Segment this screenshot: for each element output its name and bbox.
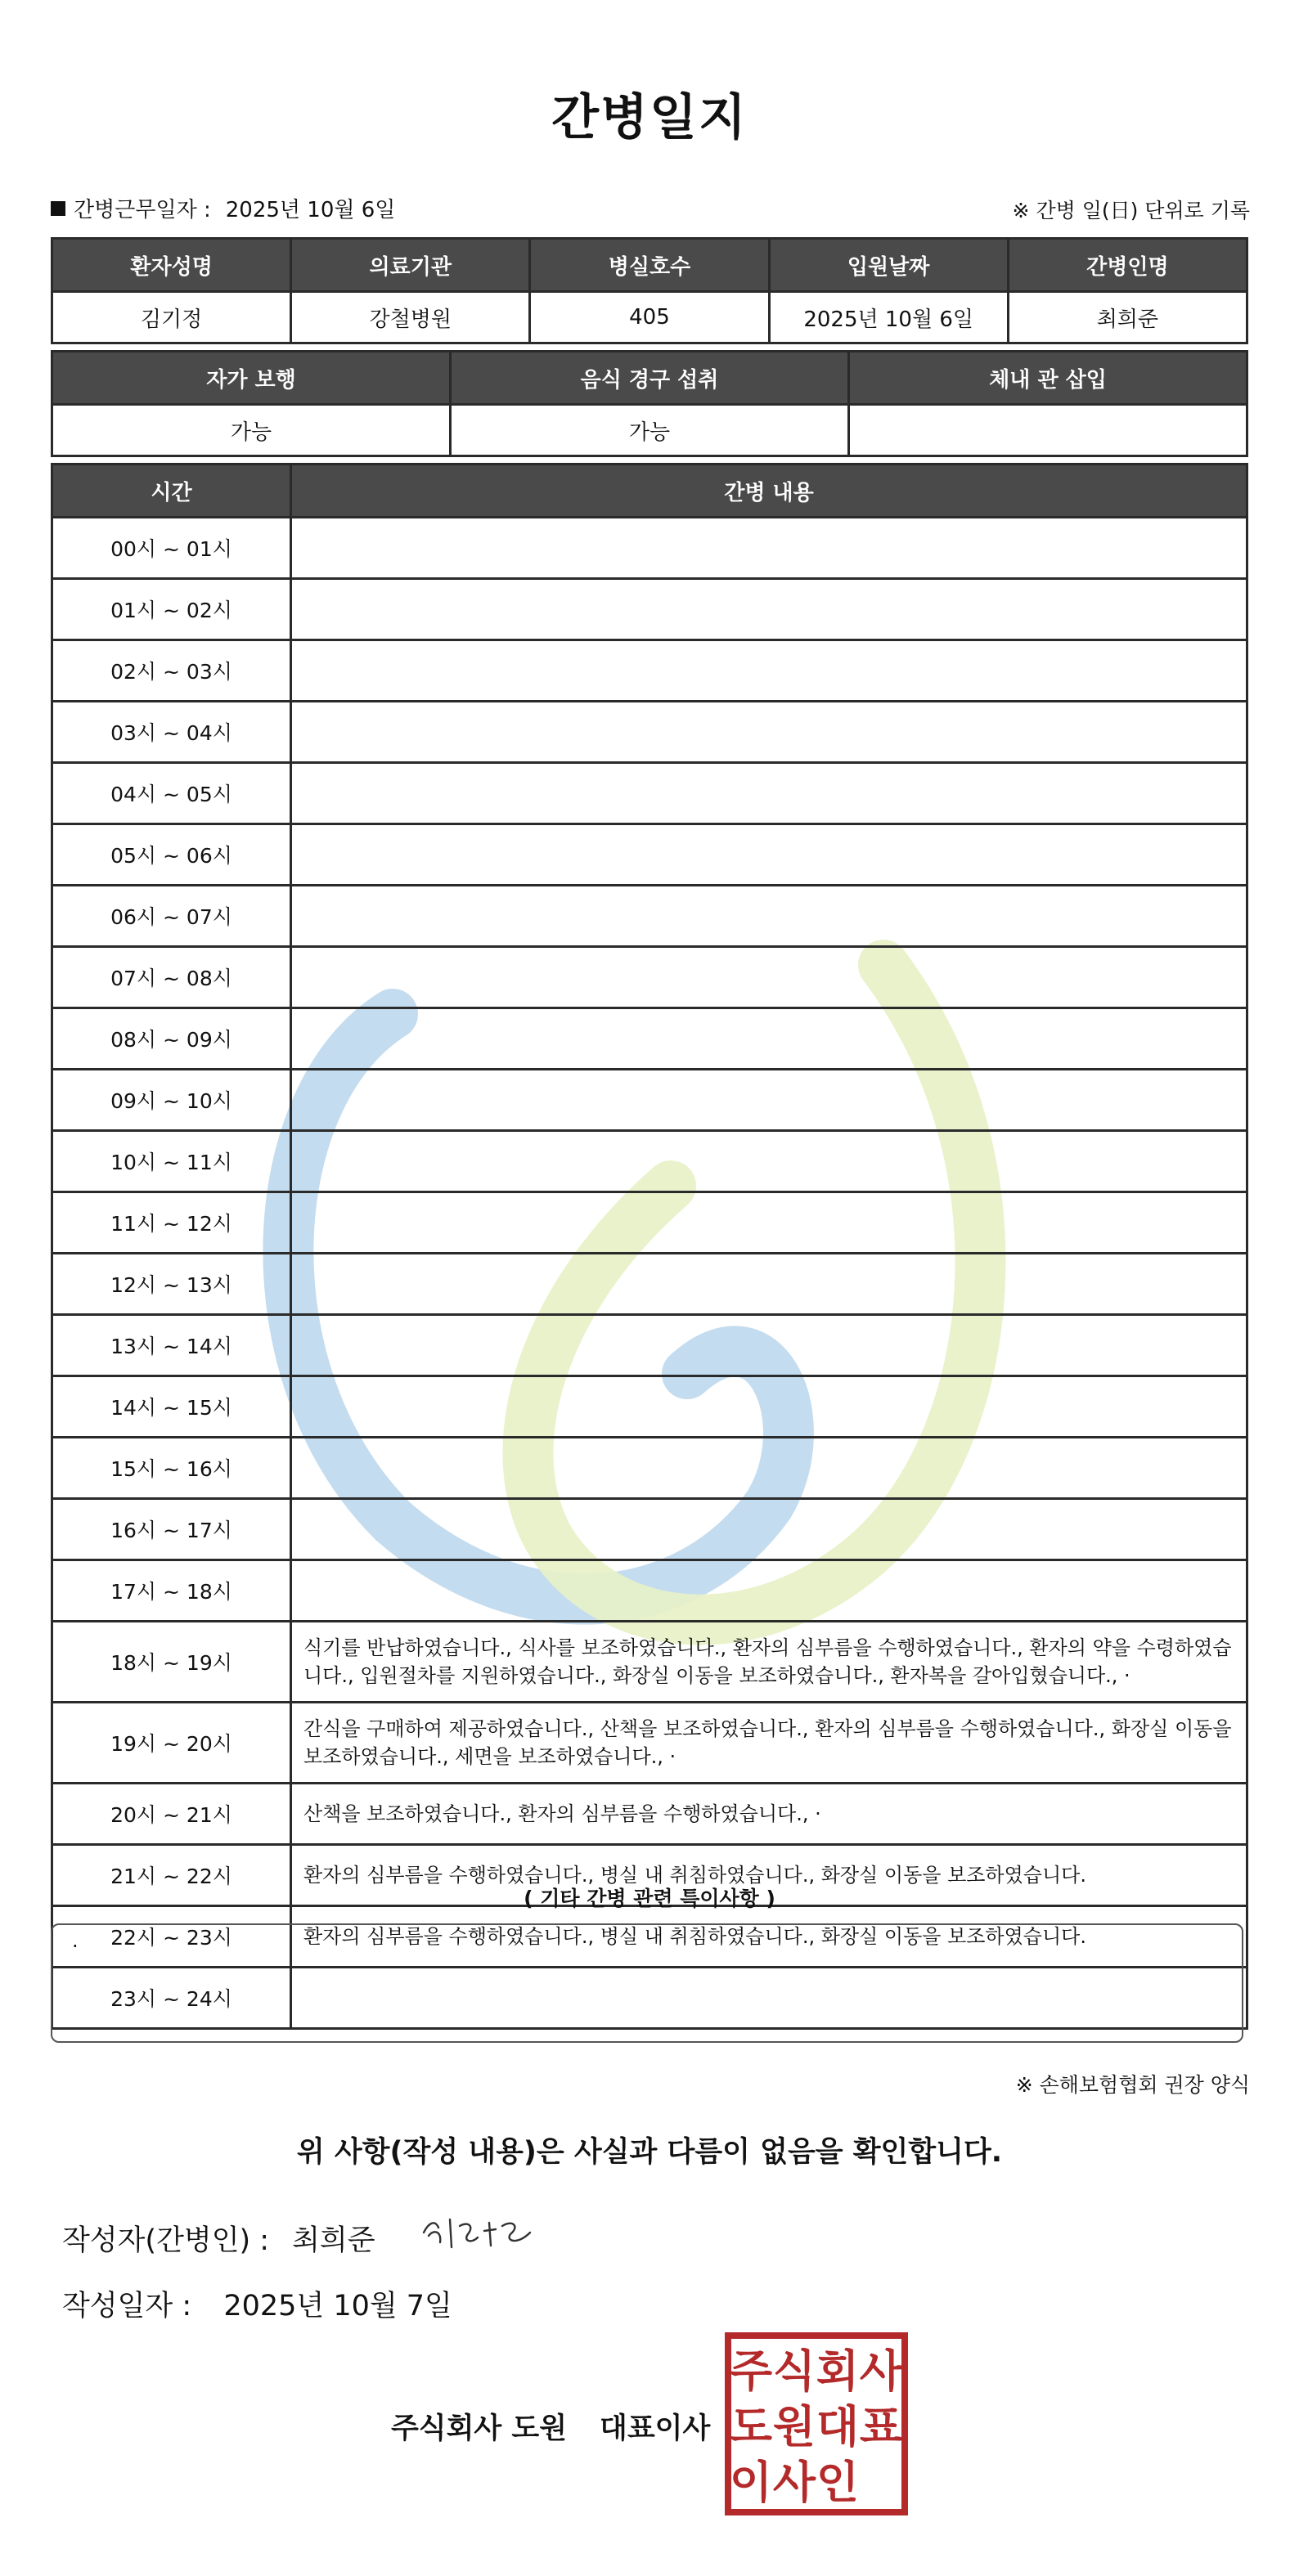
time-slot-cell: 16시 ~ 17시 bbox=[52, 1499, 291, 1560]
care-content-cell bbox=[291, 1499, 1247, 1560]
care-log-row bbox=[52, 1560, 1247, 1622]
time-slot-cell: 00시 ~ 01시 bbox=[52, 518, 291, 579]
work-date-value: 2025년 10월 6일 bbox=[225, 198, 396, 222]
care-log-row bbox=[52, 947, 1247, 1008]
time-slot-cell: 04시 ~ 05시 bbox=[52, 763, 291, 824]
header-self-walking: 자가 보행 bbox=[52, 352, 451, 405]
care-content-cell bbox=[291, 1315, 1247, 1376]
care-content-cell bbox=[291, 763, 1247, 824]
header-time: 시간 bbox=[52, 464, 291, 518]
seal-character: 식 bbox=[772, 2345, 816, 2397]
patient-name-value: 김기정 bbox=[52, 292, 291, 343]
patient-status-table bbox=[51, 350, 1248, 457]
care-log-row bbox=[52, 1131, 1247, 1192]
patient-status-header-row bbox=[52, 352, 1247, 405]
seal-character: 인 bbox=[816, 2457, 860, 2508]
company-line bbox=[391, 2406, 710, 2447]
care-log-row bbox=[52, 1784, 1247, 1845]
room-value: 405 bbox=[530, 292, 769, 343]
time-slot-cell: 19시 ~ 20시 bbox=[52, 1703, 291, 1784]
admission-date-value: 2025년 10월 6일 bbox=[769, 292, 1008, 343]
time-slot-cell: 21시 ~ 22시 bbox=[52, 1845, 291, 1906]
seal-character: 이 bbox=[729, 2457, 773, 2508]
time-slot-cell: 07시 ~ 08시 bbox=[52, 947, 291, 1008]
company-rep-title: 대표이사 bbox=[600, 2412, 711, 2445]
page-title: 간병일지 bbox=[551, 89, 748, 146]
care-content-cell bbox=[291, 640, 1247, 702]
care-log-body bbox=[52, 518, 1247, 2029]
special-notes-box: · bbox=[51, 1923, 1243, 2043]
writer-name: 최희준 bbox=[292, 2224, 375, 2257]
care-content-cell bbox=[291, 1254, 1247, 1315]
care-content-cell: 환자의 심부름을 수행하였습니다., 병실 내 취침하였습니다., 화장실 이동을 보조하였습니다. bbox=[291, 1906, 1247, 1968]
header-room: 병실호수 bbox=[530, 239, 769, 292]
care-content-cell bbox=[291, 1008, 1247, 1070]
care-content-cell bbox=[291, 579, 1247, 640]
time-slot-cell: 20시 ~ 21시 bbox=[52, 1784, 291, 1845]
care-content-cell bbox=[291, 824, 1247, 886]
care-content-cell bbox=[291, 947, 1247, 1008]
write-date-line bbox=[62, 2283, 452, 2324]
seal-character: 대 bbox=[816, 2401, 860, 2453]
time-slot-cell: 10시 ~ 11시 bbox=[52, 1131, 291, 1192]
care-content-cell bbox=[291, 1560, 1247, 1622]
care-log-row bbox=[52, 640, 1247, 702]
caregiver-name-value: 최희준 bbox=[1008, 292, 1247, 343]
care-content-cell bbox=[291, 518, 1247, 579]
seal-character: 사 bbox=[859, 2345, 903, 2397]
care-log-row bbox=[52, 1008, 1247, 1070]
care-log-row bbox=[52, 1376, 1247, 1438]
time-slot-cell: 13시 ~ 14시 bbox=[52, 1315, 291, 1376]
time-slot-cell: 23시 ~ 24시 bbox=[52, 1968, 291, 2029]
care-log-header-row bbox=[52, 464, 1247, 518]
patient-info-value-row bbox=[52, 292, 1247, 343]
work-date-line bbox=[51, 193, 395, 223]
care-log-row bbox=[52, 518, 1247, 579]
care-content-cell bbox=[291, 1131, 1247, 1192]
time-slot-cell: 12시 ~ 13시 bbox=[52, 1254, 291, 1315]
seal-character: 주 bbox=[729, 2345, 773, 2397]
care-content-cell: 산책을 보조하였습니다., 환자의 심부름을 수행하였습니다., · bbox=[291, 1784, 1247, 1845]
patient-info-table bbox=[51, 237, 1248, 344]
patient-status-value-row bbox=[52, 405, 1247, 456]
care-content-cell bbox=[291, 1376, 1247, 1438]
care-log-row bbox=[52, 1070, 1247, 1131]
care-log-row bbox=[52, 579, 1247, 640]
care-content-cell bbox=[291, 1192, 1247, 1254]
write-date-value: 2025년 10월 7일 bbox=[223, 2290, 452, 2322]
header-admission-date: 입원날짜 bbox=[769, 239, 1008, 292]
care-content-cell bbox=[291, 702, 1247, 763]
time-slot-cell: 15시 ~ 16시 bbox=[52, 1438, 291, 1499]
care-log-row bbox=[52, 1192, 1247, 1254]
daily-record-note: ※ 간병 일(日) 단위로 기록 bbox=[1012, 199, 1250, 222]
square-bullet-icon bbox=[51, 201, 65, 216]
special-notes-title: ( 기타 간병 관련 특이사항 ) bbox=[524, 1887, 775, 1910]
care-content-cell bbox=[291, 1070, 1247, 1131]
care-log-row bbox=[52, 1254, 1247, 1315]
care-log-row bbox=[52, 1315, 1247, 1376]
self-walking-value: 가능 bbox=[52, 405, 451, 456]
tube-insertion-value bbox=[849, 405, 1247, 456]
care-content-cell: 간식을 구매하여 제공하였습니다., 산책을 보조하였습니다., 환자의 심부름을 수행하였습니다., 화장실 이동을 보조하였습니다., 세면을 보조하였습니다., · bbox=[291, 1703, 1247, 1784]
header-patient-name: 환자성명 bbox=[52, 239, 291, 292]
header-care-content: 간병 내용 bbox=[291, 464, 1247, 518]
seal-character: 회 bbox=[816, 2345, 860, 2397]
seal-character: 도 bbox=[729, 2401, 773, 2453]
care-log-row bbox=[52, 886, 1247, 947]
patient-info-header-row bbox=[52, 239, 1247, 292]
handwritten-signature bbox=[417, 2208, 540, 2259]
care-content-cell bbox=[291, 886, 1247, 947]
time-slot-cell: 01시 ~ 02시 bbox=[52, 579, 291, 640]
header-hospital: 의료기관 bbox=[291, 239, 530, 292]
care-log-row bbox=[52, 763, 1247, 824]
time-slot-cell: 17시 ~ 18시 bbox=[52, 1560, 291, 1622]
care-log-row bbox=[52, 1499, 1247, 1560]
header-caregiver-name: 간병인명 bbox=[1008, 239, 1247, 292]
care-log-row bbox=[52, 1622, 1247, 1703]
time-slot-cell: 09시 ~ 10시 bbox=[52, 1070, 291, 1131]
seal-character: 원 bbox=[772, 2401, 816, 2453]
work-date-label: 간병근무일자 : bbox=[74, 198, 211, 222]
time-slot-cell: 11시 ~ 12시 bbox=[52, 1192, 291, 1254]
care-log-table bbox=[51, 463, 1248, 2030]
time-slot-cell: 03시 ~ 04시 bbox=[52, 702, 291, 763]
time-slot-cell: 02시 ~ 03시 bbox=[52, 640, 291, 702]
time-slot-cell: 06시 ~ 07시 bbox=[52, 886, 291, 947]
care-log-row bbox=[52, 1438, 1247, 1499]
company-name: 주식회사 도원 bbox=[391, 2412, 568, 2445]
time-slot-cell: 22시 ~ 23시 bbox=[52, 1906, 291, 1968]
header-tube-insertion: 체내 관 삽입 bbox=[849, 352, 1247, 405]
time-slot-cell: 18시 ~ 19시 bbox=[52, 1622, 291, 1703]
writer-line bbox=[62, 2218, 375, 2259]
seal-character: 표 bbox=[859, 2401, 903, 2453]
care-log-row bbox=[52, 702, 1247, 763]
seal-character: 사 bbox=[772, 2457, 816, 2508]
company-seal-stamp bbox=[725, 2332, 908, 2515]
write-date-label: 작성일자 : bbox=[62, 2290, 192, 2322]
recommended-form-note: ※ 손해보험협회 권장 양식 bbox=[1015, 2073, 1250, 2097]
care-content-cell bbox=[291, 1438, 1247, 1499]
time-slot-cell: 14시 ~ 15시 bbox=[52, 1376, 291, 1438]
care-log-row bbox=[52, 1703, 1247, 1784]
hospital-value: 강철병원 bbox=[291, 292, 530, 343]
care-content-cell: 식기를 반납하였습니다., 식사를 보조하였습니다., 환자의 심부름을 수행하였습니다., 환자의 약을 수령하였습니다., 입원절차를 지원하였습니다., 화장실 이동을 보조하였습니다., 환자복을 갈아입혔습니다., · bbox=[291, 1622, 1247, 1703]
time-slot-cell: 08시 ~ 09시 bbox=[52, 1008, 291, 1070]
oral-intake-value: 가능 bbox=[451, 405, 849, 456]
header-oral-intake: 음식 경구 섭취 bbox=[451, 352, 849, 405]
care-content-cell: 환자의 심부름을 수행하였습니다., 병실 내 취침하였습니다., 화장실 이동을 보조하였습니다. bbox=[291, 1845, 1247, 1906]
writer-label: 작성자(간병인) : bbox=[62, 2224, 270, 2257]
care-log-row bbox=[52, 824, 1247, 886]
time-slot-cell: 05시 ~ 06시 bbox=[52, 824, 291, 886]
confirmation-statement: 위 사항(작성 내용)은 사실과 다름이 없음을 확인합니다. bbox=[296, 2136, 1003, 2169]
